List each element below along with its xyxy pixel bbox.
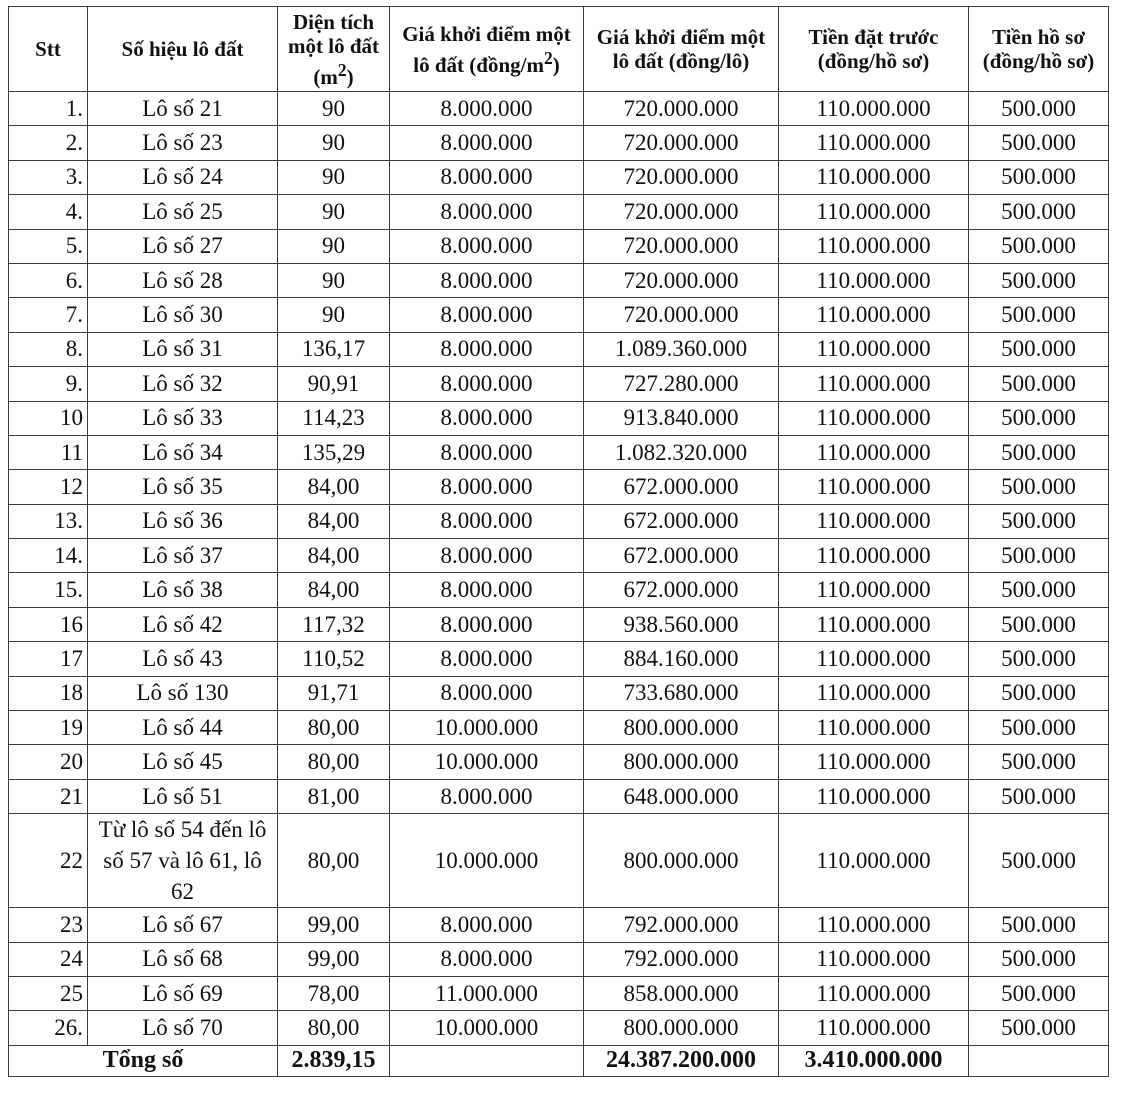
row-fee: 500.000 [969, 126, 1109, 160]
row-fee: 500.000 [969, 539, 1109, 573]
row-area: 90 [278, 263, 390, 297]
row-area: 84,00 [278, 470, 390, 504]
row-area: 99,00 [278, 908, 390, 942]
row-deposit: 110.000.000 [779, 779, 969, 813]
row-stt: 6. [9, 263, 88, 297]
row-stt: 14. [9, 539, 88, 573]
row-price-lot: 727.280.000 [584, 367, 779, 401]
row-stt: 7. [9, 298, 88, 332]
row-area: 84,00 [278, 504, 390, 538]
row-deposit: 110.000.000 [779, 332, 969, 366]
row-deposit: 110.000.000 [779, 676, 969, 710]
table-row [9, 504, 1109, 538]
header-lot-id: Số hiệu lô đất [88, 7, 278, 92]
row-price-lot: 720.000.000 [584, 263, 779, 297]
row-stt: 19 [9, 711, 88, 745]
row-price-lot: 938.560.000 [584, 607, 779, 641]
row-price-lot: 720.000.000 [584, 229, 779, 263]
row-stt: 23 [9, 908, 88, 942]
row-price-lot: 733.680.000 [584, 676, 779, 710]
row-stt: 24 [9, 942, 88, 976]
row-stt: 18 [9, 676, 88, 710]
row-deposit: 110.000.000 [779, 908, 969, 942]
row-stt: 2. [9, 126, 88, 160]
row-fee: 500.000 [969, 607, 1109, 641]
row-deposit: 110.000.000 [779, 470, 969, 504]
header-area-sup: 2 [337, 59, 347, 80]
row-stt: 9. [9, 367, 88, 401]
row-deposit: 110.000.000 [779, 126, 969, 160]
row-lot-id: Lô số 37 [88, 539, 278, 573]
row-stt: 17 [9, 642, 88, 676]
row-lot-id: Từ lô số 54 đến lô số 57 và lô 61, lô 62 [88, 814, 278, 908]
row-fee: 500.000 [969, 195, 1109, 229]
row-price-m2: 10.000.000 [390, 711, 584, 745]
header-price-m2-text: Giá khởi điểm một lô đất (đồng/m [402, 21, 571, 77]
header-area-text: Diện tích một lô đất (m [288, 9, 379, 89]
land-lot-table [8, 6, 1109, 1077]
row-fee: 500.000 [969, 401, 1109, 435]
row-area: 90 [278, 229, 390, 263]
row-stt: 4. [9, 195, 88, 229]
row-deposit: 110.000.000 [779, 263, 969, 297]
table-row [9, 92, 1109, 126]
row-lot-id: Lô số 35 [88, 470, 278, 504]
header-deposit: Tiền đặt trước (đồng/hồ sơ) [779, 7, 969, 92]
row-price-m2: 8.000.000 [390, 573, 584, 607]
row-price-m2: 8.000.000 [390, 942, 584, 976]
row-price-lot: 720.000.000 [584, 92, 779, 126]
table-row [9, 435, 1109, 469]
row-lot-id: Lô số 28 [88, 263, 278, 297]
row-stt: 10 [9, 401, 88, 435]
row-deposit: 110.000.000 [779, 642, 969, 676]
row-lot-id: Lô số 21 [88, 92, 278, 126]
row-price-lot: 720.000.000 [584, 195, 779, 229]
header-area [278, 7, 390, 92]
row-price-lot: 1.089.360.000 [584, 332, 779, 366]
row-deposit: 110.000.000 [779, 229, 969, 263]
table-row [9, 367, 1109, 401]
row-fee: 500.000 [969, 814, 1109, 908]
header-stt: Stt [9, 7, 88, 92]
row-stt: 5. [9, 229, 88, 263]
row-deposit: 110.000.000 [779, 435, 969, 469]
row-fee: 500.000 [969, 298, 1109, 332]
row-fee: 500.000 [969, 711, 1109, 745]
row-price-lot: 720.000.000 [584, 126, 779, 160]
row-stt: 13. [9, 504, 88, 538]
row-lot-id: Lô số 24 [88, 160, 278, 194]
row-lot-id: Lô số 70 [88, 1011, 278, 1045]
table-row [9, 642, 1109, 676]
table-row [9, 745, 1109, 779]
row-area: 80,00 [278, 711, 390, 745]
row-lot-id: Lô số 44 [88, 711, 278, 745]
row-price-m2: 8.000.000 [390, 401, 584, 435]
row-deposit: 110.000.000 [779, 92, 969, 126]
row-lot-id: Lô số 45 [88, 745, 278, 779]
row-stt: 3. [9, 160, 88, 194]
row-area: 80,00 [278, 1011, 390, 1045]
row-stt: 16 [9, 607, 88, 641]
row-area: 84,00 [278, 573, 390, 607]
row-fee: 500.000 [969, 908, 1109, 942]
row-deposit: 110.000.000 [779, 711, 969, 745]
row-fee: 500.000 [969, 1011, 1109, 1045]
row-fee: 500.000 [969, 435, 1109, 469]
row-price-lot: 884.160.000 [584, 642, 779, 676]
row-deposit: 110.000.000 [779, 573, 969, 607]
row-price-m2: 8.000.000 [390, 367, 584, 401]
table-row [9, 1011, 1109, 1045]
row-price-m2: 10.000.000 [390, 745, 584, 779]
row-stt: 12 [9, 470, 88, 504]
row-fee: 500.000 [969, 745, 1109, 779]
total-label: Tổng số [9, 1045, 278, 1076]
row-price-m2: 10.000.000 [390, 1011, 584, 1045]
row-lot-id: Lô số 67 [88, 908, 278, 942]
row-lot-id: Lô số 23 [88, 126, 278, 160]
table-body [9, 92, 1109, 1046]
row-price-lot: 720.000.000 [584, 298, 779, 332]
row-stt: 11 [9, 435, 88, 469]
row-deposit: 110.000.000 [779, 195, 969, 229]
row-area: 99,00 [278, 942, 390, 976]
row-stt: 15. [9, 573, 88, 607]
row-fee: 500.000 [969, 470, 1109, 504]
row-lot-id: Lô số 34 [88, 435, 278, 469]
table-row [9, 676, 1109, 710]
row-deposit: 110.000.000 [779, 160, 969, 194]
table-row [9, 711, 1109, 745]
row-lot-id: Lô số 25 [88, 195, 278, 229]
row-price-lot: 672.000.000 [584, 504, 779, 538]
table-row [9, 976, 1109, 1010]
row-area: 91,71 [278, 676, 390, 710]
row-deposit: 110.000.000 [779, 942, 969, 976]
total-row [9, 1045, 1109, 1076]
row-price-lot: 672.000.000 [584, 470, 779, 504]
row-area: 136,17 [278, 332, 390, 366]
row-price-m2: 8.000.000 [390, 435, 584, 469]
row-price-m2: 8.000.000 [390, 229, 584, 263]
row-stt: 20 [9, 745, 88, 779]
row-fee: 500.000 [969, 573, 1109, 607]
table-row [9, 298, 1109, 332]
row-deposit: 110.000.000 [779, 539, 969, 573]
row-fee: 500.000 [969, 942, 1109, 976]
row-lot-id: Lô số 42 [88, 607, 278, 641]
row-price-m2: 8.000.000 [390, 332, 584, 366]
row-area: 90 [278, 298, 390, 332]
row-fee: 500.000 [969, 642, 1109, 676]
row-stt: 25 [9, 976, 88, 1010]
row-area: 135,29 [278, 435, 390, 469]
row-price-lot: 800.000.000 [584, 745, 779, 779]
row-deposit: 110.000.000 [779, 504, 969, 538]
row-price-lot: 800.000.000 [584, 1011, 779, 1045]
row-price-lot: 648.000.000 [584, 779, 779, 813]
total-deposit: 3.410.000.000 [779, 1045, 969, 1076]
row-deposit: 110.000.000 [779, 298, 969, 332]
header-row [9, 7, 1109, 92]
row-price-m2: 8.000.000 [390, 92, 584, 126]
row-price-m2: 8.000.000 [390, 676, 584, 710]
row-deposit: 110.000.000 [779, 401, 969, 435]
row-price-m2: 8.000.000 [390, 504, 584, 538]
table-row [9, 814, 1109, 908]
row-lot-id: Lô số 31 [88, 332, 278, 366]
row-fee: 500.000 [969, 92, 1109, 126]
row-stt: 21 [9, 779, 88, 813]
row-area: 90 [278, 92, 390, 126]
row-fee: 500.000 [969, 779, 1109, 813]
row-lot-id: Lô số 30 [88, 298, 278, 332]
row-fee: 500.000 [969, 676, 1109, 710]
row-stt: 22 [9, 814, 88, 908]
row-price-m2: 8.000.000 [390, 470, 584, 504]
row-area: 80,00 [278, 745, 390, 779]
row-fee: 500.000 [969, 367, 1109, 401]
row-price-lot: 720.000.000 [584, 160, 779, 194]
header-fee: Tiền hồ sơ (đồng/hồ sơ) [969, 7, 1109, 92]
total-price-m2 [390, 1045, 584, 1076]
header-price-lot: Giá khởi điểm một lô đất (đồng/lô) [584, 7, 779, 92]
row-lot-id: Lô số 51 [88, 779, 278, 813]
table-row [9, 401, 1109, 435]
row-price-lot: 858.000.000 [584, 976, 779, 1010]
row-lot-id: Lô số 130 [88, 676, 278, 710]
row-price-lot: 792.000.000 [584, 908, 779, 942]
row-fee: 500.000 [969, 976, 1109, 1010]
row-price-m2: 8.000.000 [390, 195, 584, 229]
row-lot-id: Lô số 43 [88, 642, 278, 676]
row-lot-id: Lô số 69 [88, 976, 278, 1010]
row-lot-id: Lô số 33 [88, 401, 278, 435]
row-price-lot: 1.082.320.000 [584, 435, 779, 469]
total-price-lot: 24.387.200.000 [584, 1045, 779, 1076]
row-area: 117,32 [278, 607, 390, 641]
row-price-m2: 8.000.000 [390, 539, 584, 573]
header-price-m2-sup: 2 [543, 47, 553, 68]
row-price-m2: 8.000.000 [390, 908, 584, 942]
row-area: 90 [278, 126, 390, 160]
row-lot-id: Lô số 32 [88, 367, 278, 401]
total-fee [969, 1045, 1109, 1076]
header-area-close: ) [346, 64, 354, 89]
table-row [9, 942, 1109, 976]
table-row [9, 160, 1109, 194]
header-price-m2 [390, 7, 584, 92]
total-area: 2.839,15 [278, 1045, 390, 1076]
row-price-lot: 792.000.000 [584, 942, 779, 976]
row-fee: 500.000 [969, 160, 1109, 194]
table-row [9, 229, 1109, 263]
table-row [9, 573, 1109, 607]
row-deposit: 110.000.000 [779, 745, 969, 779]
row-lot-id: Lô số 68 [88, 942, 278, 976]
row-area: 90 [278, 195, 390, 229]
row-price-m2: 8.000.000 [390, 126, 584, 160]
row-price-m2: 8.000.000 [390, 263, 584, 297]
row-price-m2: 10.000.000 [390, 814, 584, 908]
table-row [9, 126, 1109, 160]
row-price-lot: 672.000.000 [584, 539, 779, 573]
row-lot-id: Lô số 38 [88, 573, 278, 607]
row-deposit: 110.000.000 [779, 607, 969, 641]
table-row [9, 263, 1109, 297]
row-price-m2: 8.000.000 [390, 160, 584, 194]
table-row [9, 607, 1109, 641]
row-deposit: 110.000.000 [779, 1011, 969, 1045]
row-price-lot: 800.000.000 [584, 814, 779, 908]
table-row [9, 908, 1109, 942]
row-price-m2: 8.000.000 [390, 298, 584, 332]
row-stt: 26. [9, 1011, 88, 1045]
row-deposit: 110.000.000 [779, 976, 969, 1010]
row-price-m2: 8.000.000 [390, 607, 584, 641]
row-deposit: 110.000.000 [779, 367, 969, 401]
row-area: 90 [278, 160, 390, 194]
table-row [9, 539, 1109, 573]
row-price-lot: 672.000.000 [584, 573, 779, 607]
row-price-lot: 800.000.000 [584, 711, 779, 745]
row-price-m2: 8.000.000 [390, 779, 584, 813]
row-lot-id: Lô số 36 [88, 504, 278, 538]
row-area: 78,00 [278, 976, 390, 1010]
row-fee: 500.000 [969, 504, 1109, 538]
row-price-m2: 8.000.000 [390, 642, 584, 676]
table-row [9, 195, 1109, 229]
table-row [9, 779, 1109, 813]
row-price-lot: 913.840.000 [584, 401, 779, 435]
row-fee: 500.000 [969, 263, 1109, 297]
row-area: 110,52 [278, 642, 390, 676]
row-area: 114,23 [278, 401, 390, 435]
row-area: 80,00 [278, 814, 390, 908]
row-stt: 1. [9, 92, 88, 126]
row-deposit: 110.000.000 [779, 814, 969, 908]
row-stt: 8. [9, 332, 88, 366]
table-row [9, 470, 1109, 504]
row-area: 81,00 [278, 779, 390, 813]
row-area: 90,91 [278, 367, 390, 401]
row-fee: 500.000 [969, 332, 1109, 366]
table-row [9, 332, 1109, 366]
row-lot-id: Lô số 27 [88, 229, 278, 263]
row-area: 84,00 [278, 539, 390, 573]
header-price-m2-close: ) [552, 52, 560, 77]
row-fee: 500.000 [969, 229, 1109, 263]
row-price-m2: 11.000.000 [390, 976, 584, 1010]
